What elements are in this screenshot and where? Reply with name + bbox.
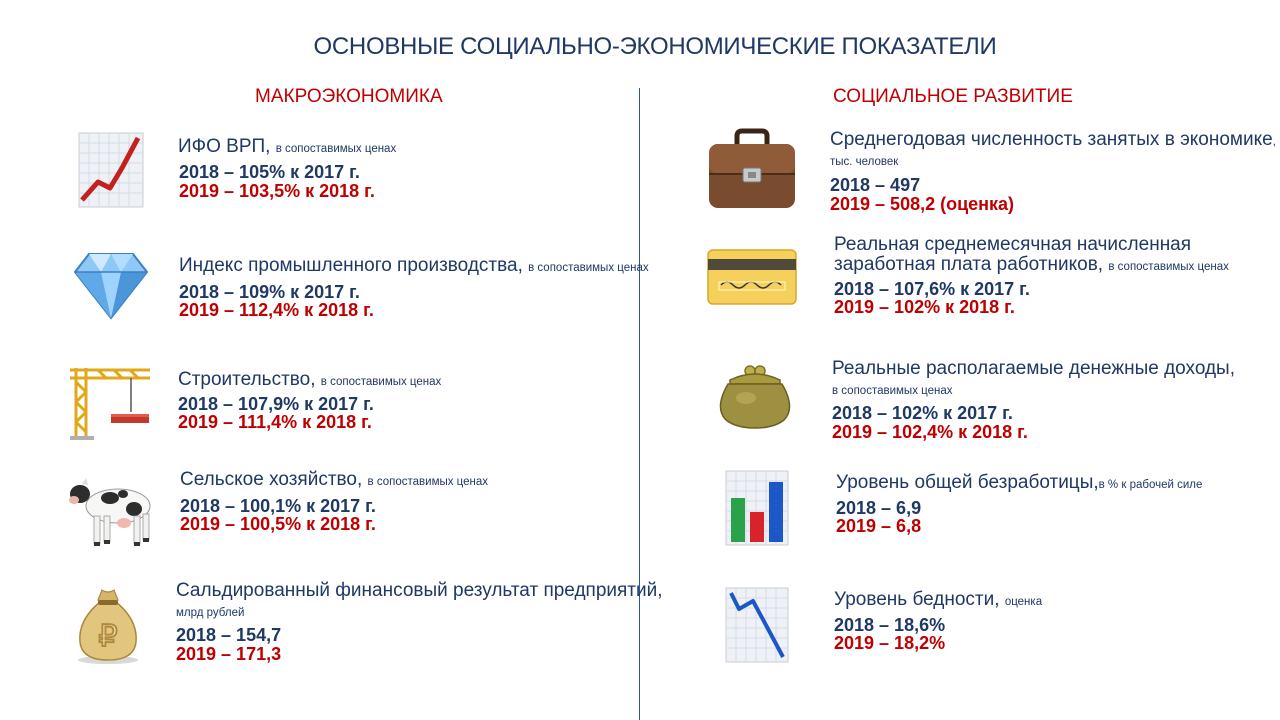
- diamond-icon: [73, 250, 149, 320]
- income-label: Реальные располагаемые денежные доходы,: [832, 358, 1235, 379]
- employment-note: тыс. человек: [830, 156, 899, 168]
- poverty-label: Уровень бедности, оценка: [834, 589, 1043, 610]
- grp-2019-value: 2019 – 103,5% к 2018 г.: [179, 181, 375, 201]
- agriculture-note: в сопоставимых ценах: [367, 476, 489, 488]
- grp-note: в сопоставимых ценах: [275, 143, 397, 155]
- bar-chart-icon: [725, 470, 789, 546]
- industry-2019-value: 2019 – 112,4% к 2018 г.: [179, 300, 374, 320]
- grp-label: ИФО ВРП, в сопоставимых ценах: [178, 136, 397, 157]
- wages-2019-value: 2019 – 102% к 2018 г.: [834, 297, 1015, 317]
- income-note: в сопоставимых ценах: [832, 385, 953, 397]
- financial-result-note: млрд рублей: [176, 607, 245, 619]
- rising-chart-icon: [78, 132, 144, 208]
- macroeconomics-heading: МАКРОЭКОНОМИКА: [255, 86, 443, 107]
- purse-icon: [716, 364, 794, 430]
- page-title: ОСНОВНЫЕ СОЦИАЛЬНО-ЭКОНОМИЧЕСКИЕ ПОКАЗАТЕЛИ: [313, 33, 997, 60]
- grp-2018-value: 2018 – 105% к 2017 г.: [179, 162, 360, 182]
- svg-text:₽: ₽: [98, 620, 118, 653]
- industry-label: Индекс промышленного производства, в сопоставимых ценах: [179, 255, 649, 276]
- poverty-note: оценка: [1004, 596, 1043, 608]
- wages-label-line2: заработная плата работников,: [834, 254, 1109, 275]
- industry-2018-value: 2018 – 109% к 2017 г.: [179, 282, 360, 302]
- income-2019-value: 2019 – 102,4% к 2018 г.: [832, 422, 1028, 442]
- financial-result-label: Сальдированный финансовый результат предприятий,: [176, 580, 663, 601]
- unemployment-label: Уровень общей безработицы,в % к рабочей силе: [836, 472, 1203, 493]
- construction-2018-value: 2018 – 107,9% к 2017 г.: [178, 394, 374, 414]
- wages-2018-value: 2018 – 107,6% к 2017 г.: [834, 279, 1030, 299]
- poverty-2018-value: 2018 – 18,6%: [834, 615, 946, 635]
- employment-label: Среднегодовая численность занятых в экономике,: [830, 129, 1276, 150]
- agriculture-2018-value: 2018 – 100,1% к 2017 г.: [180, 496, 376, 516]
- wages-note: в сопоставимых ценах: [1108, 261, 1229, 273]
- cow-icon: [68, 476, 154, 548]
- agriculture-label: Сельское хозяйство, в сопоставимых ценах: [180, 469, 489, 490]
- industry-note: в сопоставимых ценах: [528, 262, 649, 274]
- column-divider: [639, 88, 640, 720]
- employment-2018-value: 2018 – 497: [830, 175, 921, 195]
- unemployment-2019-value: 2019 – 6,8: [836, 516, 922, 536]
- unemployment-note: в % к рабочей силе: [1098, 479, 1203, 491]
- financial-result-2018-value: 2018 – 154,7: [176, 625, 282, 645]
- income-2018-value: 2018 – 102% к 2017 г.: [832, 403, 1013, 423]
- construction-2019-value: 2019 – 111,4% к 2018 г.: [178, 412, 372, 432]
- financial-result-2019-value: 2019 – 171,3: [176, 644, 282, 664]
- construction-note: в сопоставимых ценах: [320, 376, 442, 388]
- unemployment-2018-value: 2018 – 6,9: [836, 498, 922, 518]
- crane-icon: [68, 362, 152, 440]
- agriculture-2019-value: 2019 – 100,5% к 2018 г.: [180, 514, 376, 534]
- employment-2019-value: 2019 – 508,2 (оценка): [830, 194, 1015, 214]
- ruble-money-bag-icon: [72, 584, 144, 666]
- credit-card-icon: [707, 249, 797, 305]
- falling-chart-icon: [725, 587, 789, 663]
- poverty-2019-value: 2019 – 18,2%: [834, 633, 946, 653]
- briefcase-icon: [707, 128, 797, 210]
- wages-label: Реальная среднемесячная начисленная: [834, 234, 1192, 255]
- social-development-heading: СОЦИАЛЬНОЕ РАЗВИТИЕ: [833, 86, 1073, 107]
- construction-label: Строительство, в сопоставимых ценах: [178, 369, 442, 390]
